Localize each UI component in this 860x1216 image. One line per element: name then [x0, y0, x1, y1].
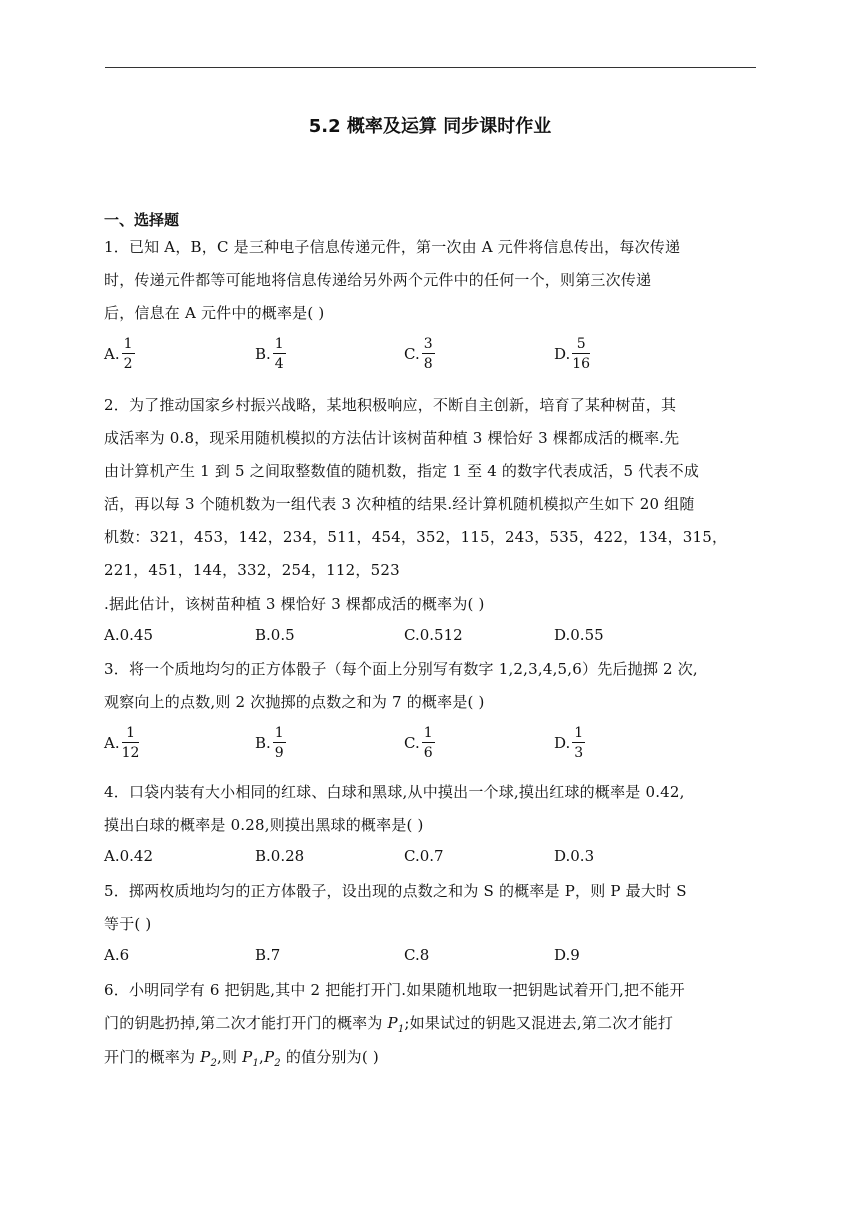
subscript: 1: [252, 1058, 260, 1069]
denominator: 12: [121, 745, 140, 761]
fraction: [422, 337, 435, 371]
option-label: B.: [255, 734, 271, 752]
q2-line-3: 由计算机产生 1 到 5 之间取整数值的随机数，指定 1 至 4 的数字代表成活，5 代表不成: [104, 462, 700, 480]
subscript: 2: [274, 1058, 281, 1069]
q4-line-1: 4．口袋内装有大小相同的红球、白球和黑球,从中摸出一个球,摸出红球的概率是 0.42,: [104, 783, 685, 801]
denominator: 3: [574, 745, 584, 761]
math-var: P: [264, 1048, 275, 1066]
fraction: [273, 726, 286, 760]
fraction: [572, 337, 590, 371]
q1-option-d[interactable]: [554, 337, 590, 371]
q2-option-b[interactable]: B.0.5: [255, 626, 295, 644]
numerator: 1: [122, 726, 140, 743]
q1-option-b[interactable]: [255, 337, 286, 371]
q4-option-a[interactable]: A.0.42: [104, 847, 153, 865]
option-label: A.: [104, 345, 120, 363]
q5-option-c[interactable]: C.8: [404, 946, 430, 964]
numerator: 3: [423, 336, 433, 352]
q1-line-1: 1．已知 A，B，C 是三种电子信息传递元件，第一次由 A 元件将信息传出，每次传递: [104, 238, 681, 256]
math-var: P: [200, 1048, 211, 1066]
q1-option-c[interactable]: [404, 337, 435, 371]
q2-line-6: 221，451，144，332，254，112，523: [104, 561, 400, 579]
q6-text: ;如果试过的钥匙又混进去,第二次才能打: [404, 1014, 674, 1032]
option-label: C.: [404, 734, 420, 752]
numerator: 1: [274, 725, 284, 741]
fraction: [122, 726, 140, 760]
math-var: P: [387, 1014, 398, 1032]
q2-line-1: 2．为了推动国家乡村振兴战略，某地积极响应，不断自主创新，培育了某种树苗，其: [104, 396, 677, 414]
q4-line-2: 摸出白球的概率是 0.28,则摸出黑球的概率是( ): [104, 816, 424, 834]
q3-option-b[interactable]: [255, 726, 286, 760]
fraction: [273, 337, 286, 371]
subscript: 1: [397, 1024, 405, 1035]
q1-option-a[interactable]: [104, 337, 135, 371]
q6-text: 开门的概率为: [104, 1048, 201, 1066]
math-p2: [200, 1048, 218, 1069]
q3-line-1: 3．将一个质地均匀的正方体骰子（每个面上分别写有数字 1,2,3,4,5,6）先后抛掷 2 次,: [104, 660, 698, 678]
denominator: 2: [123, 356, 133, 372]
numerator: 1: [123, 336, 133, 352]
option-label: B.: [255, 345, 271, 363]
option-label: A.: [104, 734, 120, 752]
math-p2: [264, 1048, 281, 1069]
q2-option-c[interactable]: C.0.512: [404, 626, 463, 644]
q2-line-5: 机数：321，453，142，234，511，454，352，115，243，535，422，134，315，: [104, 528, 728, 546]
q5-option-d[interactable]: D.9: [554, 946, 580, 964]
q2-line-2: 成活率为 0.8，现采用随机模拟的方法估计该树苗种植 3 棵恰好 3 棵都成活的概率.先: [104, 429, 680, 447]
q2-option-a[interactable]: A.0.45: [104, 626, 153, 644]
option-label: D.: [554, 345, 571, 363]
section-heading: 一、选择题: [104, 211, 180, 229]
numerator: 5: [572, 337, 590, 354]
header-rule: [105, 67, 756, 68]
denominator: 6: [423, 745, 433, 761]
fraction: [572, 726, 585, 760]
denominator: 9: [274, 745, 284, 761]
q6-line-2: [104, 1012, 673, 1035]
q5-line-2: 等于( ): [104, 915, 152, 933]
denominator: 4: [274, 356, 284, 372]
q5-option-a[interactable]: A.6: [104, 946, 130, 964]
math-var: P: [242, 1048, 253, 1066]
q3-option-a[interactable]: [104, 726, 139, 760]
subscript: 2: [210, 1058, 218, 1069]
q5-line-1: 5．掷两枚质地均匀的正方体骰子，设出现的点数之和为 S 的概率是 P，则 P 最大时 S: [104, 882, 687, 900]
numerator: 1: [423, 725, 433, 741]
option-label: C.: [404, 345, 420, 363]
fraction: [422, 726, 435, 760]
math-p1: [242, 1048, 260, 1069]
option-label: D.: [554, 734, 571, 752]
q3-option-c[interactable]: [404, 726, 435, 760]
q4-option-b[interactable]: B.0.28: [255, 847, 305, 865]
q4-option-c[interactable]: C.0.7: [404, 847, 444, 865]
page-title: 5.2 概率及运算 同步课时作业: [308, 116, 552, 137]
q6-text: ,则: [217, 1048, 243, 1066]
q6-text: 的值分别为( ): [280, 1048, 379, 1066]
q4-option-d[interactable]: D.0.3: [554, 847, 595, 865]
q2-option-d[interactable]: D.0.55: [554, 626, 604, 644]
numerator: 1: [274, 336, 284, 352]
q6-line-3: 开门的概率为 $P_2$,则 $P_1,P_2$ 的值分别为( ): [104, 1048, 379, 1069]
q6-line-1: 6．小明同学有 6 把钥匙,其中 2 把能打开门.如果随机地取一把钥匙试着开门,把不能开: [104, 981, 685, 999]
q1-line-3: 后，信息在 A 元件中的概率是( ): [104, 304, 325, 322]
math-p1: [387, 1014, 405, 1035]
q2-line-4: 活，再以每 3 个随机数为一组代表 3 次种植的结果.经计算机随机模拟产生如下 20 组随: [104, 495, 695, 513]
q6-text: 门的钥匙扔掉,第二次才能打开门的概率为: [104, 1014, 388, 1032]
denominator: 8: [423, 356, 433, 372]
denominator: 16: [572, 356, 591, 372]
fraction: [122, 337, 135, 371]
q3-option-d[interactable]: [554, 726, 585, 760]
q2-line-7: .据此估计，该树苗种植 3 棵恰好 3 棵都成活的概率为( ): [104, 595, 485, 613]
numerator: 1: [574, 725, 584, 741]
q3-line-2: 观察向上的点数,则 2 次抛掷的点数之和为 7 的概率是( ): [104, 693, 485, 711]
q5-option-b[interactable]: B.7: [255, 946, 281, 964]
q1-line-2: 时，传递元件都等可能地将信息传递给另外两个元件中的任何一个，则第三次传递: [104, 271, 652, 289]
